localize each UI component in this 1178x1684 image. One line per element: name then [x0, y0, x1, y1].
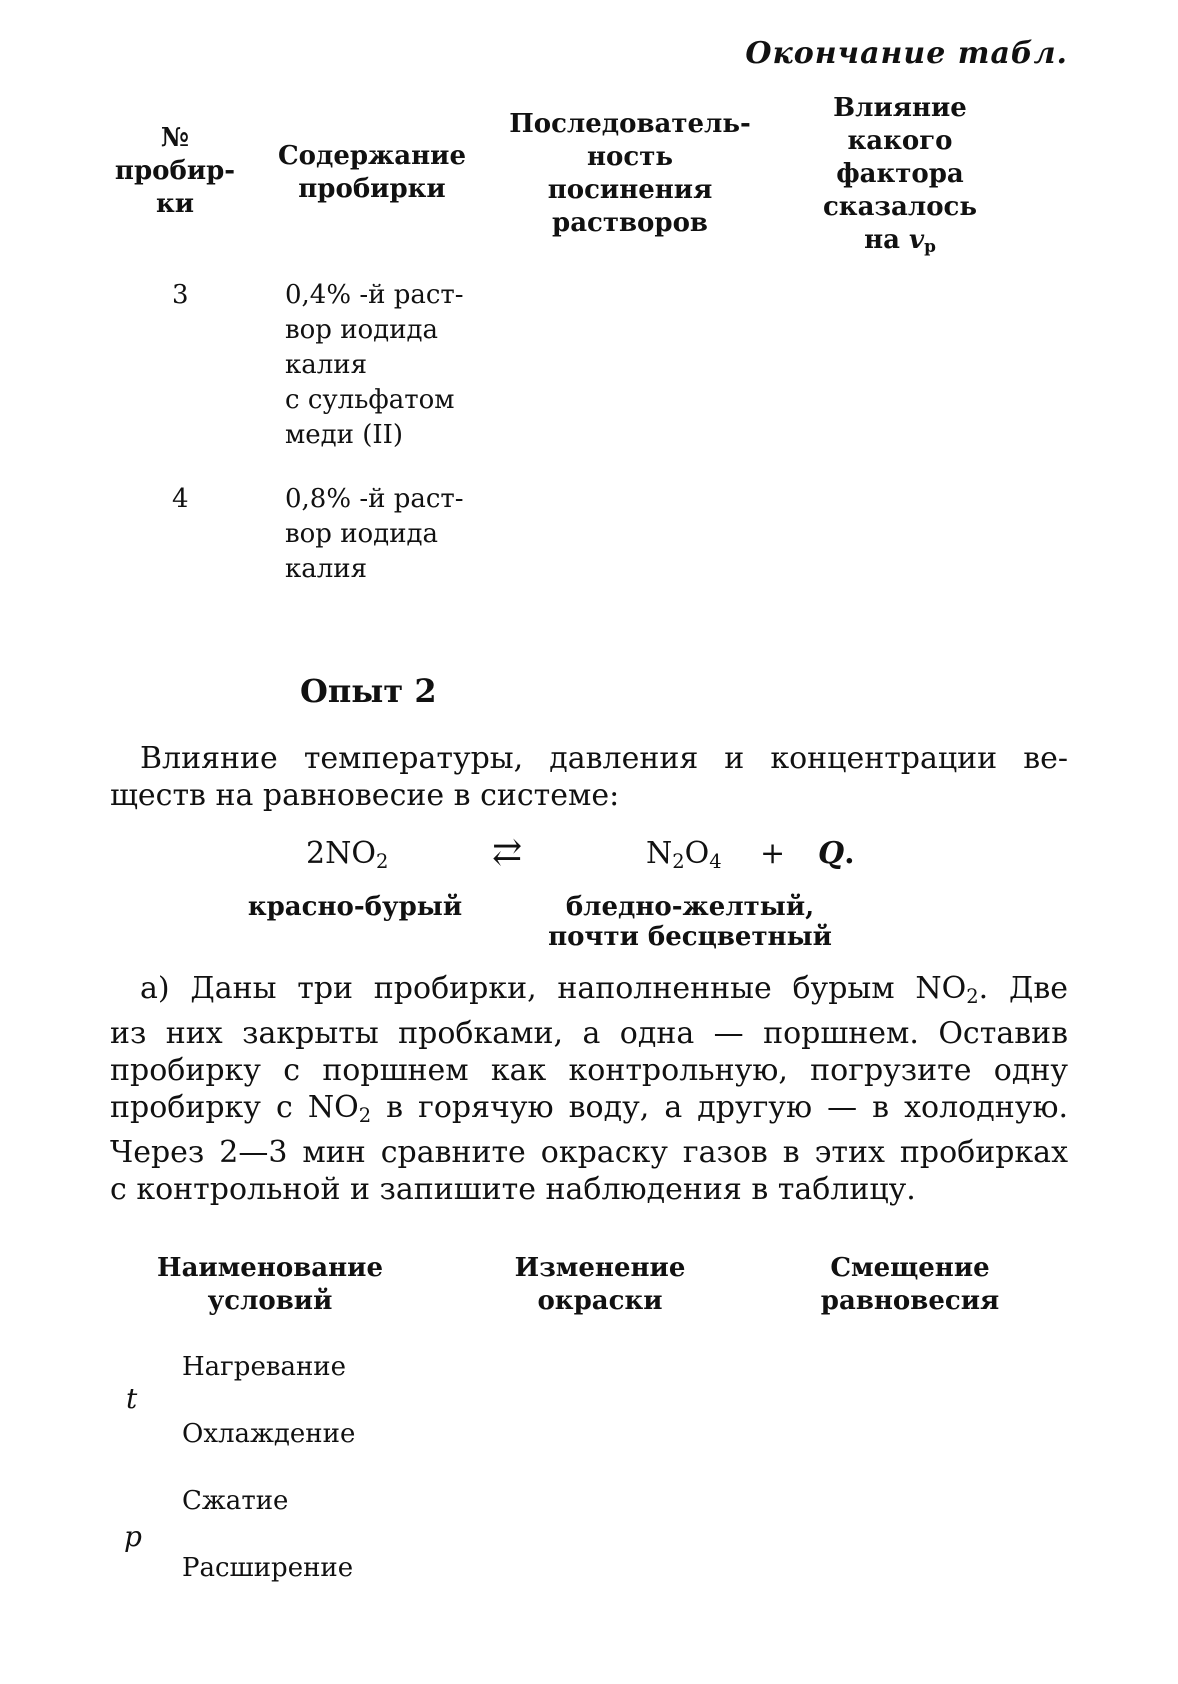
condition-compression: Сжатие [182, 1486, 289, 1516]
table2-header-color-change: Изменение окраски [514, 1253, 686, 1316]
instruction-paragraph: а) Даны три пробирки, наполненные бурым $NO_2$. Две из них закрыты пробками, а одна — поршнем. Оставив пробирку с поршнем как контрольную, погрузите одну пробирку с $NO_2$ в горячую воду, а другую — в холодную. Через 2—3 мин сравните окраску газов в этих пробирках с контрольной и запишите наблюдения в таблицу. [110, 971, 1068, 1207]
table2-header-equilibrium-shift: Смещение равновесия [820, 1253, 1000, 1316]
table1-row3-content: 0,4% -й раст- вор иодида калия с сульфатом меди (II) [285, 280, 464, 450]
table1-row4-number: 4 [172, 484, 189, 514]
equation-plus: + [760, 836, 786, 871]
equilibrium-arrow-icon: ⇄ [492, 832, 523, 873]
table1-row4-content: 0,8% -й раст- вор иодида калия [285, 484, 464, 584]
condition-cooling: Охлаждение [182, 1419, 356, 1449]
condition-heating: Нагревание [182, 1352, 347, 1382]
equation-right: $N_2O_4$ [646, 836, 722, 873]
variable-temperature: t [126, 1382, 138, 1415]
table1-header-number: № пробир- ки [114, 123, 236, 219]
condition-expansion: Расширение [182, 1553, 354, 1583]
variable-pressure: p [124, 1520, 142, 1553]
label-red-brown: красно-бурый [247, 892, 463, 922]
label-pale-yellow: бледно-желтый, почти бесцветный [548, 892, 832, 952]
table1-header-factor: Влияние какого фактора сказалось на $v_р$ [822, 93, 978, 257]
equation-left: $2NO_2$ [306, 836, 389, 873]
table1-header-content: Содержание пробирки [277, 141, 467, 204]
table2-header-conditions: Наименование условий [157, 1253, 383, 1316]
experiment-title: Опыт 2 [300, 672, 437, 710]
table1-header-sequence: Последователь- ность посинения растворов [509, 109, 751, 238]
table1-row3-number: 3 [172, 280, 189, 310]
velocity-symbol: v [909, 225, 925, 255]
continuation-note: Окончание табл. [745, 36, 1068, 71]
experiment-intro: Влияние температуры, давления и концентрации ве- ществ на равновесие в системе: [110, 741, 1068, 813]
equation-heat: Q. [818, 836, 855, 871]
